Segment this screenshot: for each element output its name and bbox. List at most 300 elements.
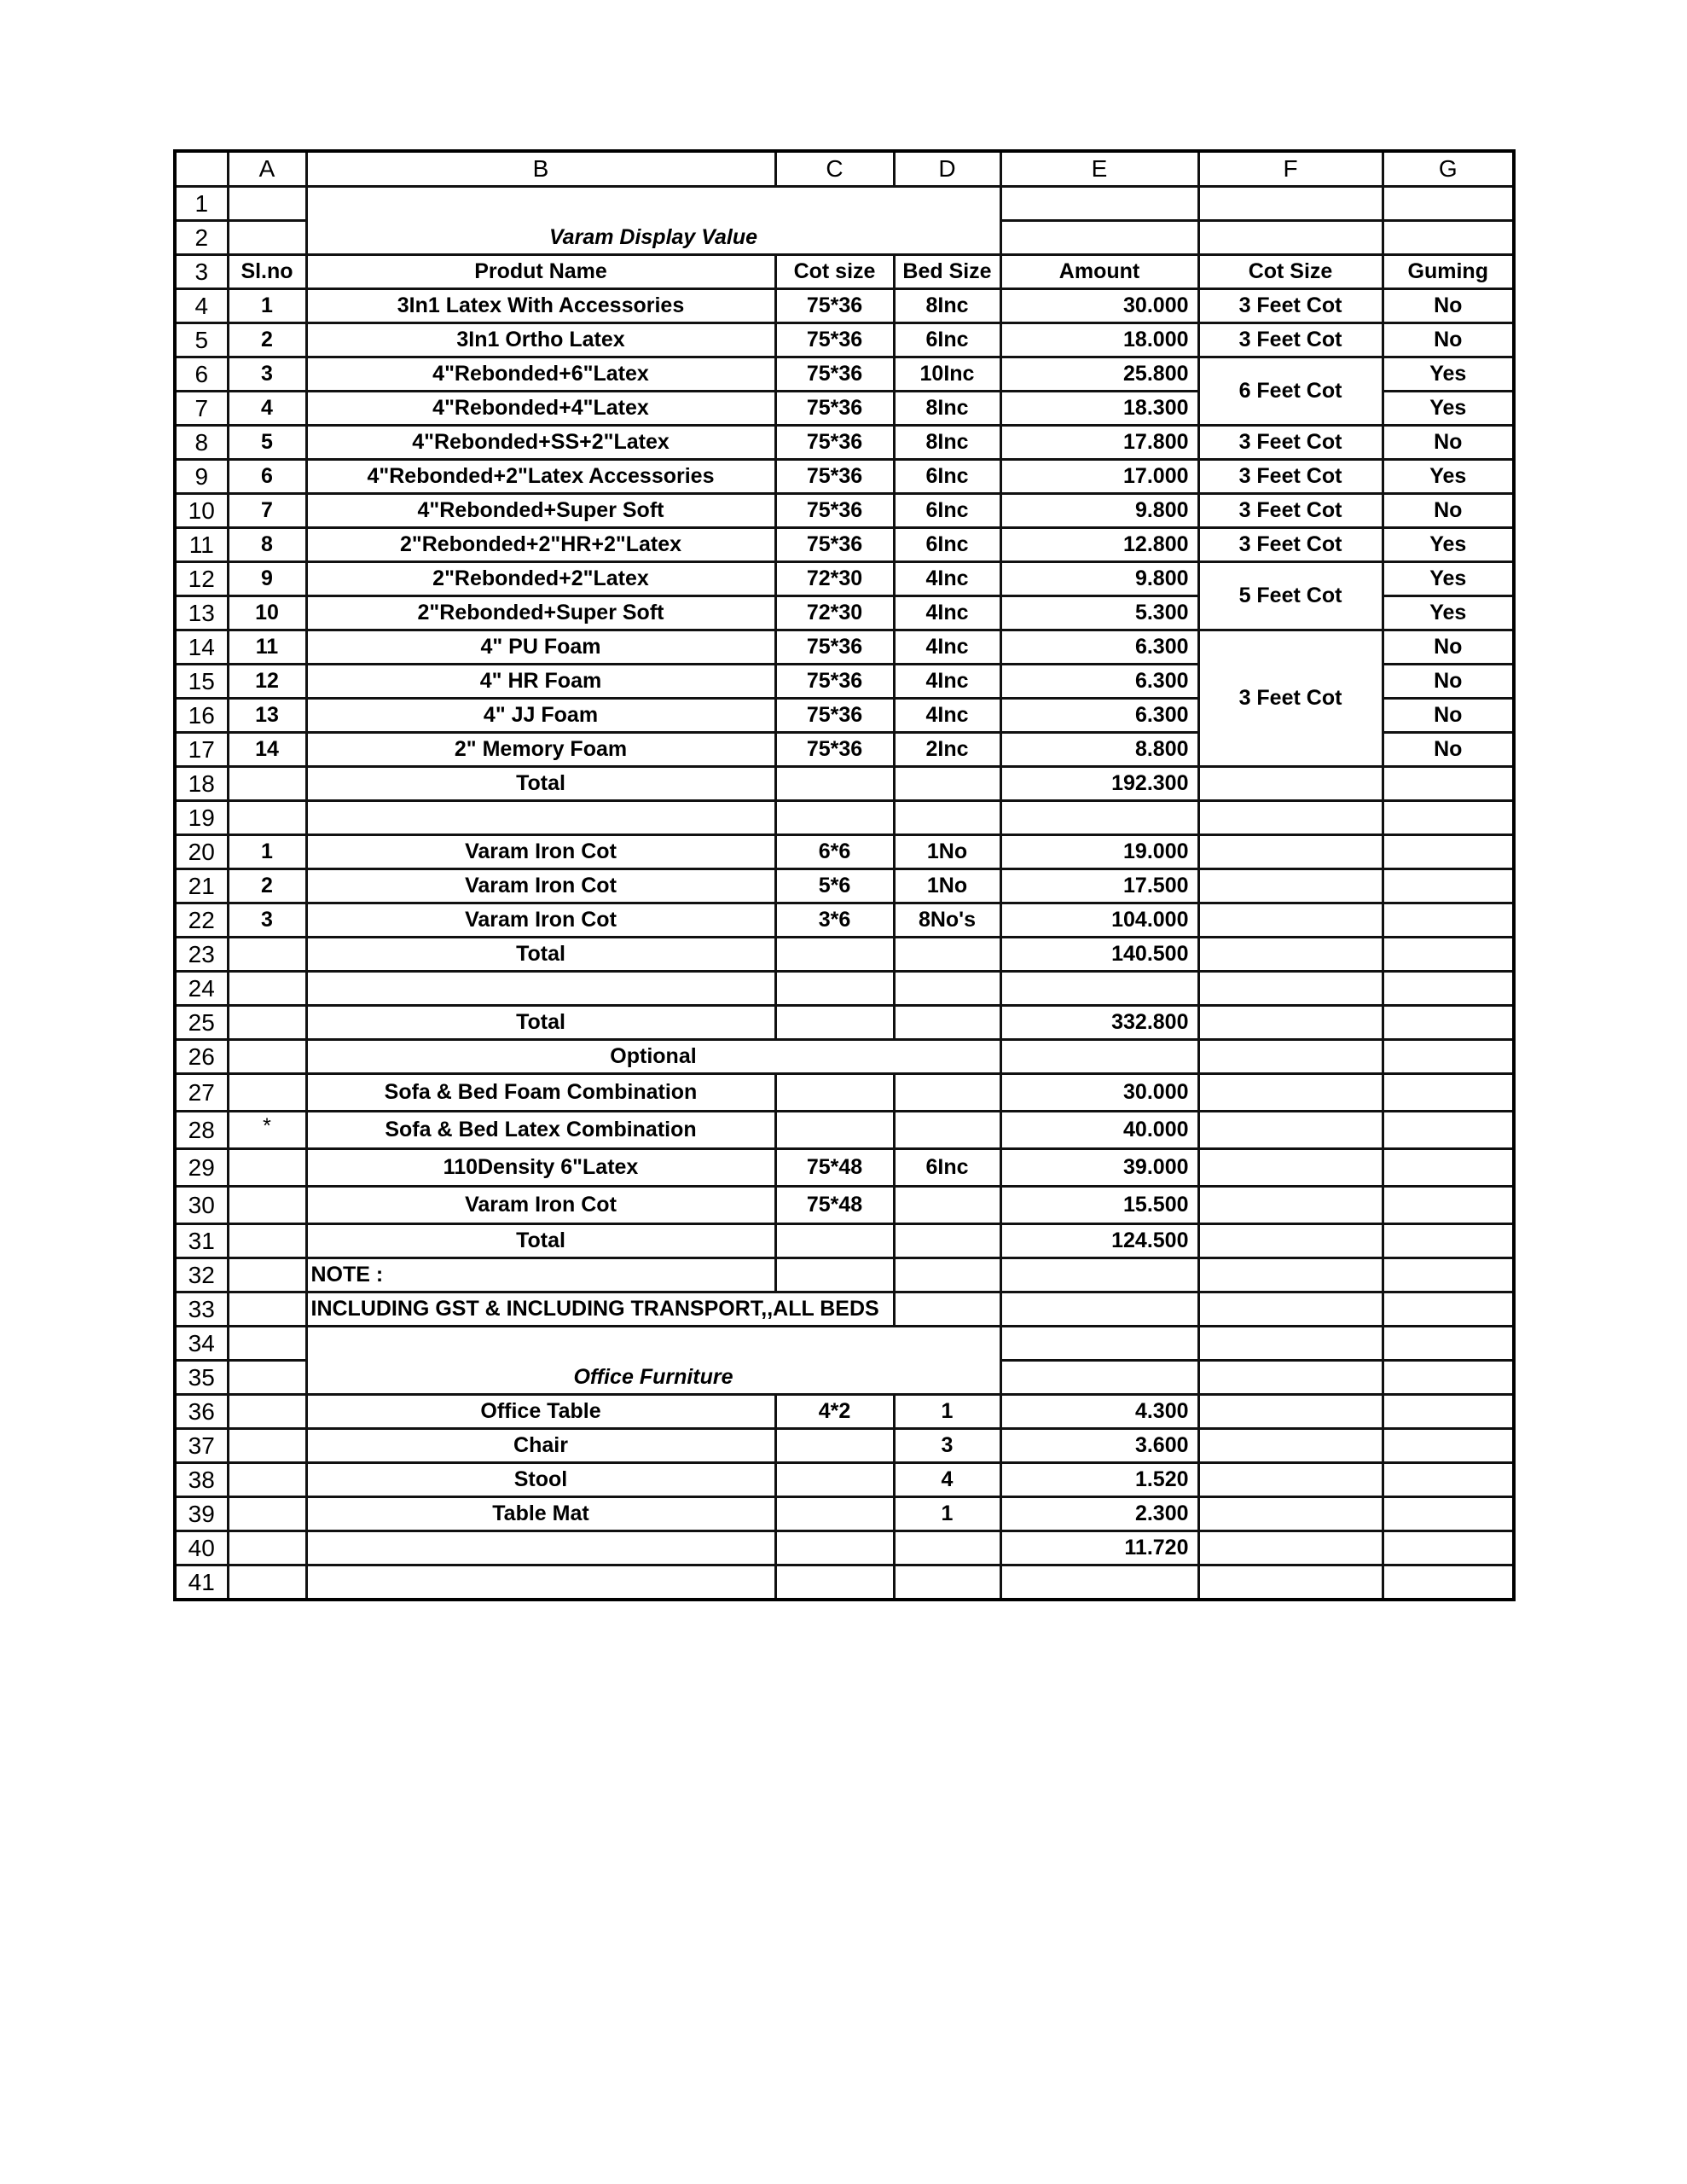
- amount-cell[interactable]: 25.800: [1000, 357, 1198, 392]
- cell[interactable]: [228, 1429, 306, 1463]
- cell[interactable]: [228, 1463, 306, 1497]
- cell[interactable]: [775, 1258, 894, 1292]
- cell[interactable]: [1198, 972, 1383, 1006]
- product-cell[interactable]: 2"Rebonded+2"Latex: [306, 562, 775, 596]
- row-number[interactable]: 30: [175, 1187, 228, 1224]
- qty-cell[interactable]: 1: [894, 1497, 1000, 1531]
- column-header-d[interactable]: D: [894, 151, 1000, 187]
- row-number[interactable]: 9: [175, 460, 228, 494]
- sl-cell[interactable]: 2: [228, 869, 306, 903]
- guming-cell[interactable]: No: [1383, 665, 1514, 699]
- cot-size-cell[interactable]: 75*48: [775, 1149, 894, 1187]
- office-total-amount[interactable]: 11.720: [1000, 1531, 1198, 1565]
- sl-cell[interactable]: 11: [228, 630, 306, 665]
- mark-cell[interactable]: [228, 1187, 306, 1224]
- product-cell[interactable]: 4" HR Foam: [306, 665, 775, 699]
- product-cell[interactable]: 4" JJ Foam: [306, 699, 775, 733]
- cot-size-cell[interactable]: [775, 1074, 894, 1112]
- guming-cell[interactable]: No: [1383, 630, 1514, 665]
- bed-size-cell[interactable]: 4Inc: [894, 699, 1000, 733]
- cell[interactable]: [775, 972, 894, 1006]
- size-cell[interactable]: 4*2: [775, 1395, 894, 1429]
- bed-size-cell[interactable]: 8Inc: [894, 289, 1000, 323]
- guming-cell[interactable]: No: [1383, 323, 1514, 357]
- mark-cell[interactable]: [228, 1149, 306, 1187]
- amount-cell[interactable]: 30.000: [1000, 1074, 1198, 1112]
- row-number[interactable]: 24: [175, 972, 228, 1006]
- cell[interactable]: [228, 187, 306, 221]
- sl-cell[interactable]: 2: [228, 323, 306, 357]
- cot-size-cell[interactable]: 75*36: [775, 460, 894, 494]
- qty-cell[interactable]: 1No: [894, 835, 1000, 869]
- feet-cell[interactable]: 3 Feet Cot: [1198, 460, 1383, 494]
- row-number[interactable]: 16: [175, 699, 228, 733]
- amount-cell[interactable]: 3.600: [1000, 1429, 1198, 1463]
- amount-cell[interactable]: 4.300: [1000, 1395, 1198, 1429]
- cell[interactable]: [306, 1531, 775, 1565]
- cell[interactable]: [1383, 938, 1514, 972]
- cell[interactable]: [1198, 1565, 1383, 1600]
- cot-size-cell[interactable]: 75*36: [775, 665, 894, 699]
- cell[interactable]: [1383, 972, 1514, 1006]
- sl-cell[interactable]: 13: [228, 699, 306, 733]
- header-amount[interactable]: Amount: [1000, 255, 1198, 289]
- cell[interactable]: [1198, 1112, 1383, 1149]
- qty-cell[interactable]: 1No: [894, 869, 1000, 903]
- cell[interactable]: [1198, 869, 1383, 903]
- amount-cell[interactable]: 6.300: [1000, 630, 1198, 665]
- product-cell[interactable]: Stool: [306, 1463, 775, 1497]
- cell[interactable]: [1383, 221, 1514, 255]
- product-cell[interactable]: 3In1 Ortho Latex: [306, 323, 775, 357]
- bed-size-cell[interactable]: 6Inc: [894, 528, 1000, 562]
- product-cell[interactable]: Sofa & Bed Latex Combination: [306, 1112, 775, 1149]
- sl-cell[interactable]: 5: [228, 426, 306, 460]
- cell[interactable]: [1198, 1361, 1383, 1395]
- cell[interactable]: [1198, 801, 1383, 835]
- row-number[interactable]: 5: [175, 323, 228, 357]
- cell[interactable]: [228, 1292, 306, 1327]
- cell[interactable]: [1198, 1497, 1383, 1531]
- cell[interactable]: [1000, 187, 1198, 221]
- cell[interactable]: [228, 1361, 306, 1395]
- row-number[interactable]: 2: [175, 221, 228, 255]
- guming-cell[interactable]: No: [1383, 494, 1514, 528]
- note-text[interactable]: INCLUDING GST & INCLUDING TRANSPORT,,ALL BEDS: [306, 1292, 894, 1327]
- cell[interactable]: [1198, 1327, 1383, 1361]
- cell[interactable]: [1383, 1327, 1514, 1361]
- amount-cell[interactable]: 17.800: [1000, 426, 1198, 460]
- row-number[interactable]: 28: [175, 1112, 228, 1149]
- amount-cell[interactable]: 2.300: [1000, 1497, 1198, 1531]
- amount-cell[interactable]: 30.000: [1000, 289, 1198, 323]
- cell[interactable]: [1383, 1149, 1514, 1187]
- cell[interactable]: [775, 1531, 894, 1565]
- row-number[interactable]: 35: [175, 1361, 228, 1395]
- row-number[interactable]: 6: [175, 357, 228, 392]
- bed-size-cell[interactable]: 10Inc: [894, 357, 1000, 392]
- product-cell[interactable]: Table Mat: [306, 1497, 775, 1531]
- qty-cell[interactable]: 8No's: [894, 903, 1000, 938]
- feet-cell-merged[interactable]: 6 Feet Cot: [1198, 357, 1383, 426]
- sl-cell[interactable]: 9: [228, 562, 306, 596]
- row-number[interactable]: 39: [175, 1497, 228, 1531]
- feet-cell[interactable]: 3 Feet Cot: [1198, 323, 1383, 357]
- note-label[interactable]: NOTE :: [306, 1258, 775, 1292]
- guming-cell[interactable]: Yes: [1383, 596, 1514, 630]
- cell[interactable]: [1198, 1187, 1383, 1224]
- row-number[interactable]: 14: [175, 630, 228, 665]
- bed-size-cell[interactable]: 4Inc: [894, 596, 1000, 630]
- cell[interactable]: [1198, 1006, 1383, 1040]
- amount-cell[interactable]: 9.800: [1000, 562, 1198, 596]
- grand-total-amount[interactable]: 332.800: [1000, 1006, 1198, 1040]
- cell[interactable]: [1000, 1292, 1198, 1327]
- cot-size-cell[interactable]: 75*36: [775, 699, 894, 733]
- cell[interactable]: [1198, 835, 1383, 869]
- product-cell[interactable]: Varam Iron Cot: [306, 869, 775, 903]
- cell[interactable]: [894, 1006, 1000, 1040]
- row-number[interactable]: 11: [175, 528, 228, 562]
- column-header-e[interactable]: E: [1000, 151, 1198, 187]
- cell[interactable]: [306, 972, 775, 1006]
- row-number[interactable]: 22: [175, 903, 228, 938]
- bed-size-cell[interactable]: 2Inc: [894, 733, 1000, 767]
- bed-size-cell[interactable]: 6Inc: [894, 494, 1000, 528]
- cot-size-cell[interactable]: 72*30: [775, 562, 894, 596]
- bed-size-cell[interactable]: 6Inc: [894, 460, 1000, 494]
- cell[interactable]: [1000, 1327, 1198, 1361]
- cell[interactable]: [1198, 1463, 1383, 1497]
- amount-cell[interactable]: 18.000: [1000, 323, 1198, 357]
- product-cell[interactable]: 2"Rebonded+2"HR+2"Latex: [306, 528, 775, 562]
- product-cell[interactable]: Varam Iron Cot: [306, 835, 775, 869]
- column-header-f[interactable]: F: [1198, 151, 1383, 187]
- product-cell[interactable]: 4"Rebonded+2"Latex Accessories: [306, 460, 775, 494]
- cell[interactable]: [1383, 801, 1514, 835]
- amount-cell[interactable]: 9.800: [1000, 494, 1198, 528]
- cot-size-cell[interactable]: 75*36: [775, 289, 894, 323]
- cell[interactable]: [1383, 1497, 1514, 1531]
- guming-cell[interactable]: No: [1383, 289, 1514, 323]
- column-header-c[interactable]: C: [775, 151, 894, 187]
- cot-size-cell[interactable]: 75*36: [775, 357, 894, 392]
- cell[interactable]: [228, 221, 306, 255]
- cell[interactable]: [1383, 1224, 1514, 1258]
- sl-cell[interactable]: 14: [228, 733, 306, 767]
- cell[interactable]: [894, 938, 1000, 972]
- cell[interactable]: [228, 938, 306, 972]
- cell[interactable]: [1000, 801, 1198, 835]
- total-label[interactable]: Total: [306, 938, 775, 972]
- cell[interactable]: [894, 801, 1000, 835]
- optional-section-label[interactable]: Optional: [306, 1040, 1000, 1074]
- asterisk-mark[interactable]: *: [228, 1112, 306, 1149]
- product-cell[interactable]: Sofa & Bed Foam Combination: [306, 1074, 775, 1112]
- row-number[interactable]: 18: [175, 767, 228, 801]
- bed-size-cell[interactable]: 6Inc: [894, 323, 1000, 357]
- amount-cell[interactable]: 104.000: [1000, 903, 1198, 938]
- cell[interactable]: [228, 1327, 306, 1361]
- cell[interactable]: [894, 1224, 1000, 1258]
- amount-cell[interactable]: 39.000: [1000, 1149, 1198, 1187]
- cot-size-cell[interactable]: 75*36: [775, 392, 894, 426]
- bed-size-cell[interactable]: 8Inc: [894, 392, 1000, 426]
- cell[interactable]: [1198, 1429, 1383, 1463]
- cot-size-cell[interactable]: 75*36: [775, 323, 894, 357]
- cell[interactable]: [894, 1258, 1000, 1292]
- header-bed-size[interactable]: Bed Size: [894, 255, 1000, 289]
- bed-size-cell[interactable]: 8Inc: [894, 426, 1000, 460]
- sl-cell[interactable]: 1: [228, 289, 306, 323]
- cell[interactable]: [1383, 869, 1514, 903]
- cot-size-cell[interactable]: 5*6: [775, 869, 894, 903]
- cell[interactable]: [1000, 972, 1198, 1006]
- guming-cell[interactable]: Yes: [1383, 392, 1514, 426]
- guming-cell[interactable]: No: [1383, 426, 1514, 460]
- guming-cell[interactable]: Yes: [1383, 562, 1514, 596]
- amount-cell[interactable]: 17.500: [1000, 869, 1198, 903]
- cell[interactable]: [1000, 1258, 1198, 1292]
- amount-cell[interactable]: 17.000: [1000, 460, 1198, 494]
- cell[interactable]: [1383, 1565, 1514, 1600]
- cell[interactable]: [1198, 1258, 1383, 1292]
- feet-cell-merged[interactable]: 3 Feet Cot: [1198, 630, 1383, 767]
- sl-cell[interactable]: 12: [228, 665, 306, 699]
- cell[interactable]: [228, 1565, 306, 1600]
- row-number[interactable]: 26: [175, 1040, 228, 1074]
- header-guming[interactable]: Guming: [1383, 255, 1514, 289]
- product-cell[interactable]: 2"Rebonded+Super Soft: [306, 596, 775, 630]
- cell[interactable]: [894, 1565, 1000, 1600]
- row-number[interactable]: 34: [175, 1327, 228, 1361]
- qty-cell[interactable]: 1: [894, 1395, 1000, 1429]
- sl-cell[interactable]: 4: [228, 392, 306, 426]
- cot-size-cell[interactable]: 75*36: [775, 733, 894, 767]
- row-number[interactable]: 17: [175, 733, 228, 767]
- cell[interactable]: [1198, 187, 1383, 221]
- amount-cell[interactable]: 5.300: [1000, 596, 1198, 630]
- cell[interactable]: [1383, 1463, 1514, 1497]
- row-number[interactable]: 40: [175, 1531, 228, 1565]
- cot-size-cell[interactable]: 6*6: [775, 835, 894, 869]
- sl-cell[interactable]: 6: [228, 460, 306, 494]
- row-number[interactable]: 20: [175, 835, 228, 869]
- cell[interactable]: [1383, 1040, 1514, 1074]
- amount-cell[interactable]: 15.500: [1000, 1187, 1198, 1224]
- feet-cell[interactable]: 3 Feet Cot: [1198, 289, 1383, 323]
- cell[interactable]: [228, 972, 306, 1006]
- cot-size-cell[interactable]: 3*6: [775, 903, 894, 938]
- cell[interactable]: [1198, 1149, 1383, 1187]
- row-number[interactable]: 1: [175, 187, 228, 221]
- size-cell[interactable]: [775, 1429, 894, 1463]
- cell[interactable]: [775, 767, 894, 801]
- qty-cell[interactable]: 3: [894, 1429, 1000, 1463]
- cell[interactable]: [1198, 1074, 1383, 1112]
- cell[interactable]: [228, 1224, 306, 1258]
- cell[interactable]: [894, 972, 1000, 1006]
- row-number[interactable]: 12: [175, 562, 228, 596]
- corner-cell[interactable]: [175, 151, 228, 187]
- mark-cell[interactable]: [228, 1074, 306, 1112]
- product-cell[interactable]: 3In1 Latex With Accessories: [306, 289, 775, 323]
- product-cell[interactable]: 2" Memory Foam: [306, 733, 775, 767]
- bed-size-cell[interactable]: 4Inc: [894, 665, 1000, 699]
- total-label[interactable]: Total: [306, 767, 775, 801]
- row-number[interactable]: 29: [175, 1149, 228, 1187]
- cell[interactable]: [1383, 1429, 1514, 1463]
- cell[interactable]: [1000, 221, 1198, 255]
- cell[interactable]: [1198, 1292, 1383, 1327]
- cell[interactable]: [1383, 1531, 1514, 1565]
- cell[interactable]: [894, 767, 1000, 801]
- cell[interactable]: [775, 801, 894, 835]
- row-number[interactable]: 7: [175, 392, 228, 426]
- cell[interactable]: [1198, 1531, 1383, 1565]
- product-cell[interactable]: 4" PU Foam: [306, 630, 775, 665]
- cell[interactable]: [1383, 1395, 1514, 1429]
- bed-size-cell[interactable]: [894, 1112, 1000, 1149]
- cell[interactable]: [228, 1497, 306, 1531]
- row-number[interactable]: 13: [175, 596, 228, 630]
- guming-cell[interactable]: No: [1383, 699, 1514, 733]
- product-cell[interactable]: Varam Iron Cot: [306, 1187, 775, 1224]
- cell[interactable]: [228, 767, 306, 801]
- office-furniture-title[interactable]: Office Furniture: [306, 1327, 1000, 1395]
- feet-cell[interactable]: 3 Feet Cot: [1198, 426, 1383, 460]
- cell[interactable]: [1198, 938, 1383, 972]
- guming-cell[interactable]: Yes: [1383, 460, 1514, 494]
- row-number[interactable]: 25: [175, 1006, 228, 1040]
- row-number[interactable]: 23: [175, 938, 228, 972]
- bed-size-cell[interactable]: 4Inc: [894, 630, 1000, 665]
- cell[interactable]: [1383, 187, 1514, 221]
- cell[interactable]: [1198, 1224, 1383, 1258]
- cell[interactable]: [775, 1006, 894, 1040]
- total-amount[interactable]: 124.500: [1000, 1224, 1198, 1258]
- bed-size-cell[interactable]: 6Inc: [894, 1149, 1000, 1187]
- row-number[interactable]: 41: [175, 1565, 228, 1600]
- cell[interactable]: [1383, 1292, 1514, 1327]
- cell[interactable]: [306, 801, 775, 835]
- product-cell[interactable]: 4"Rebonded+SS+2"Latex: [306, 426, 775, 460]
- product-cell[interactable]: Varam Iron Cot: [306, 903, 775, 938]
- product-cell[interactable]: Office Table: [306, 1395, 775, 1429]
- size-cell[interactable]: [775, 1463, 894, 1497]
- cell[interactable]: [1383, 1112, 1514, 1149]
- row-number[interactable]: 27: [175, 1074, 228, 1112]
- sl-cell[interactable]: 10: [228, 596, 306, 630]
- cell[interactable]: [1383, 903, 1514, 938]
- row-number[interactable]: 37: [175, 1429, 228, 1463]
- cell[interactable]: [228, 1006, 306, 1040]
- cell[interactable]: [1198, 767, 1383, 801]
- amount-cell[interactable]: 12.800: [1000, 528, 1198, 562]
- feet-cell-merged[interactable]: 5 Feet Cot: [1198, 562, 1383, 630]
- size-cell[interactable]: [775, 1497, 894, 1531]
- cell[interactable]: [228, 801, 306, 835]
- cell[interactable]: [1383, 835, 1514, 869]
- sheet-title[interactable]: Varam Display Value: [306, 187, 1000, 255]
- product-cell[interactable]: 110Density 6"Latex: [306, 1149, 775, 1187]
- product-cell[interactable]: Chair: [306, 1429, 775, 1463]
- header-sl-no[interactable]: Sl.no: [228, 255, 306, 289]
- cell[interactable]: [1198, 221, 1383, 255]
- cell[interactable]: [894, 1292, 1000, 1327]
- row-number[interactable]: 15: [175, 665, 228, 699]
- grand-total-label[interactable]: Total: [306, 1006, 775, 1040]
- product-cell[interactable]: 4"Rebonded+4"Latex: [306, 392, 775, 426]
- amount-cell[interactable]: 19.000: [1000, 835, 1198, 869]
- header-product-name[interactable]: Produt Name: [306, 255, 775, 289]
- cot-size-cell[interactable]: 72*30: [775, 596, 894, 630]
- row-number[interactable]: 38: [175, 1463, 228, 1497]
- amount-cell[interactable]: 1.520: [1000, 1463, 1198, 1497]
- column-header-g[interactable]: G: [1383, 151, 1514, 187]
- row-number[interactable]: 4: [175, 289, 228, 323]
- feet-cell[interactable]: 3 Feet Cot: [1198, 528, 1383, 562]
- cot-size-cell[interactable]: [775, 1112, 894, 1149]
- product-cell[interactable]: 4"Rebonded+6"Latex: [306, 357, 775, 392]
- cell[interactable]: [228, 1531, 306, 1565]
- row-number[interactable]: 8: [175, 426, 228, 460]
- cell[interactable]: [1000, 1565, 1198, 1600]
- total-amount[interactable]: 140.500: [1000, 938, 1198, 972]
- cell[interactable]: [228, 1395, 306, 1429]
- cell[interactable]: [1383, 1006, 1514, 1040]
- cell[interactable]: [775, 1224, 894, 1258]
- qty-cell[interactable]: 4: [894, 1463, 1000, 1497]
- cell[interactable]: [775, 938, 894, 972]
- row-number[interactable]: 31: [175, 1224, 228, 1258]
- cell[interactable]: [228, 1258, 306, 1292]
- cell[interactable]: [1383, 1074, 1514, 1112]
- amount-cell[interactable]: 8.800: [1000, 733, 1198, 767]
- row-number[interactable]: 33: [175, 1292, 228, 1327]
- cell[interactable]: [1383, 1187, 1514, 1224]
- guming-cell[interactable]: No: [1383, 733, 1514, 767]
- total-amount[interactable]: 192.300: [1000, 767, 1198, 801]
- bed-size-cell[interactable]: [894, 1074, 1000, 1112]
- cell[interactable]: [1198, 903, 1383, 938]
- cell[interactable]: [306, 1565, 775, 1600]
- row-number[interactable]: 3: [175, 255, 228, 289]
- amount-cell[interactable]: 6.300: [1000, 665, 1198, 699]
- cot-size-cell[interactable]: 75*36: [775, 426, 894, 460]
- header-cot-size[interactable]: Cot size: [775, 255, 894, 289]
- bed-size-cell[interactable]: [894, 1187, 1000, 1224]
- cell[interactable]: [1383, 1361, 1514, 1395]
- cell[interactable]: [894, 1531, 1000, 1565]
- cell[interactable]: [775, 1565, 894, 1600]
- cell[interactable]: [1000, 1361, 1198, 1395]
- total-label[interactable]: Total: [306, 1224, 775, 1258]
- bed-size-cell[interactable]: 4Inc: [894, 562, 1000, 596]
- guming-cell[interactable]: Yes: [1383, 357, 1514, 392]
- column-header-a[interactable]: A: [228, 151, 306, 187]
- row-number[interactable]: 19: [175, 801, 228, 835]
- cot-size-cell[interactable]: 75*36: [775, 630, 894, 665]
- row-number[interactable]: 10: [175, 494, 228, 528]
- cell[interactable]: [1383, 767, 1514, 801]
- cell[interactable]: [1198, 1395, 1383, 1429]
- sl-cell[interactable]: 1: [228, 835, 306, 869]
- sl-cell[interactable]: 3: [228, 903, 306, 938]
- row-number[interactable]: 32: [175, 1258, 228, 1292]
- header-cot-size-feet[interactable]: Cot Size: [1198, 255, 1383, 289]
- guming-cell[interactable]: Yes: [1383, 528, 1514, 562]
